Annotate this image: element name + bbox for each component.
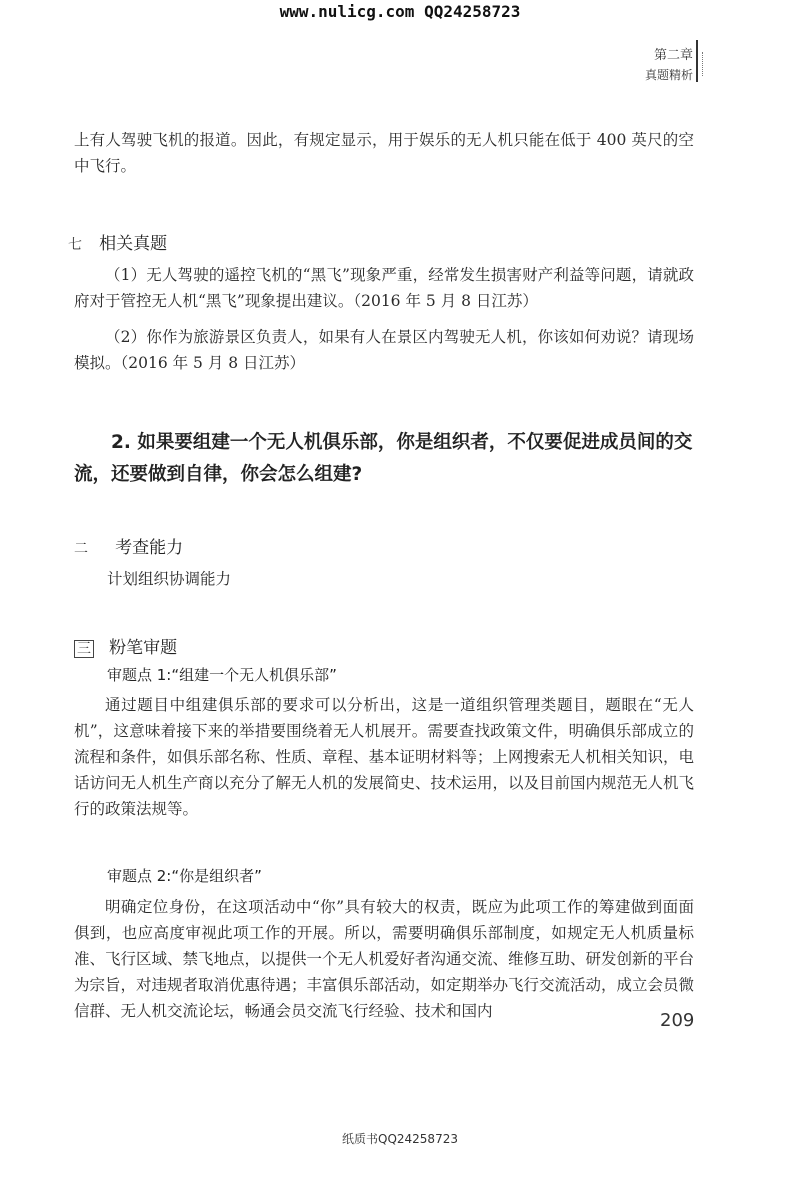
page-number: 209 bbox=[660, 1010, 695, 1031]
related-question-1: （1）无人驾驶的遥控飞机的“黑飞”现象严重，经常发生损害财产利益等问题，请就政府对于管控无人机“黑飞”现象提出建议。（2016 年 5 月 8 日江苏） bbox=[74, 266, 694, 311]
section-title: 相关真题 bbox=[99, 234, 168, 254]
section-number-icon: 三 bbox=[74, 640, 94, 658]
section-ability bbox=[74, 533, 183, 558]
chapter-divider bbox=[696, 40, 698, 82]
chapter-dotted-rule bbox=[702, 52, 705, 76]
analysis-point-body: 明确定位身份，在这项活动中“你”具有较大的权责，既应为此项工作的筹建做到面面俱到，也应高度审视此项工作的开展。所以，需要明确俱乐部制度，如规定无人机质量标准、飞行区域、禁飞地点，以提供一个无人机爱好者沟通交流、维修互助、研发创新的平台为宗旨，对违规者取消优惠待遇；丰富俱乐部活动，如定期举办飞行交流活动，成立会员微信群、无人机交流论坛，畅通会员交流飞行经验、技术和国内 bbox=[74, 898, 695, 1021]
chapter-subtitle: 真题精析 bbox=[644, 68, 693, 82]
section-title: 粉笔审题 bbox=[109, 638, 178, 658]
section-number-icon: 二 bbox=[74, 541, 88, 557]
section-number-icon: 七 bbox=[68, 237, 82, 253]
section-analysis bbox=[74, 633, 177, 658]
section-related bbox=[68, 229, 167, 254]
top-watermark: www.nulicg.com QQ24258723 bbox=[279, 2, 521, 21]
analysis-point-heading: 审题点 1:“组建一个无人机俱乐部” bbox=[107, 666, 337, 684]
ability-text: 计划组织协调能力 bbox=[107, 570, 232, 588]
analysis-point-body: 通过题目中组建俱乐部的要求可以分析出，这是一道组织管理类题目，题眼在“无人机”，这意味着接下来的举措要围绕着无人机展开。需要查找政策文件，明确俱乐部成立的流程和条件，如俱乐部名称、性质、章程、基本证明材料等；上网搜索无人机相关知识，电话访问无人机生产商以充分了解无人机的发展简史、技术运用，以及目前国内规范无人机飞行的政策法规等。 bbox=[74, 696, 695, 819]
section-title: 考查能力 bbox=[115, 538, 184, 558]
chapter-label: 第二章 bbox=[653, 48, 693, 63]
continued-paragraph: 上有人驾驶飞机的报道。因此，有规定显示，用于娱乐的无人机只能在低于 400 英尺的空中飞行。 bbox=[74, 131, 694, 176]
bottom-watermark: 纸质书QQ24258723 bbox=[342, 1132, 458, 1146]
related-question-2: （2）你作为旅游景区负责人，如果有人在景区内驾驶无人机，你该如何劝说？请现场模拟。（2016 年 5 月 8 日江苏） bbox=[74, 328, 694, 373]
main-question: 2. 如果要组建一个无人机俱乐部，你是组织者，不仅要促进成员间的交流，还要做到自律，你会怎么组建? bbox=[74, 432, 693, 486]
analysis-point-heading: 审题点 2:“你是组织者” bbox=[107, 867, 262, 885]
